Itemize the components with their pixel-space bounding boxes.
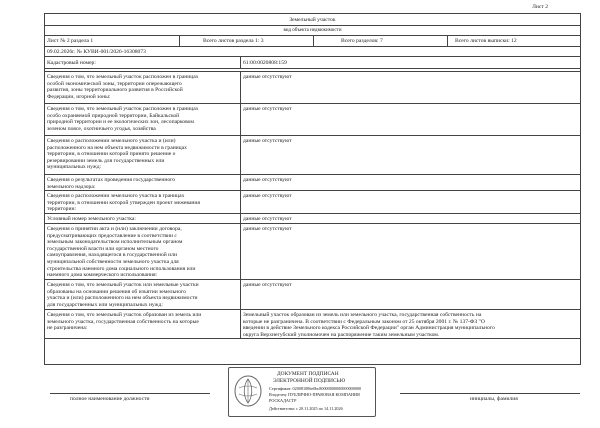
object-type-caption: вид объекта недвижимости xyxy=(283,28,342,33)
header-title-row xyxy=(45,14,580,26)
total-sheets-extract: Всего листов выписки: 12 xyxy=(455,38,517,44)
total-sheets-section: Всего листов раздела 1: 3 xyxy=(203,38,264,44)
row-value: Земельный участок образован из земель или земельного участка, государственная собственность на которые не разграничена. В соответствии с Федеральным законом от 25 октября 2001 г. № 137-ФЗ "О введении в действие Земельного кодекса Российской Федерации" орган Администрация муниципального округа Верхнегубский уполномочен на распоряжение таким земельным участком. xyxy=(243,312,495,338)
table-row xyxy=(45,136,580,175)
row-value: данные отсутствуют xyxy=(243,193,292,199)
row-value: данные отсутствуют xyxy=(243,74,292,80)
name-caption: инициалы, фамилия xyxy=(470,396,518,402)
row-label: Условный номер земельного участка: xyxy=(47,216,136,222)
table-row xyxy=(45,72,580,104)
table-row xyxy=(45,280,580,310)
total-sections: Всего разделов: 7 xyxy=(341,38,383,44)
position-caption: полное наименование должности xyxy=(70,396,150,402)
table-row xyxy=(45,214,580,224)
row-value: данные отсутствуют xyxy=(243,282,292,288)
stamp-owner-2: РОСКАДАСТР xyxy=(269,398,297,403)
table-row xyxy=(45,310,580,339)
sheet-number: Лист 2 xyxy=(532,4,548,10)
stamp-certificate: Сертификат: 020081006e0bc80000000000000000000 xyxy=(269,386,362,391)
row-label: Сведения о результатах проведения государственного земельного надзора: xyxy=(47,177,176,190)
row-label: Сведения о том, что земельный участок расположен в границах особо охраняемой природной территории, Байкальской природной территории и ее экологических зон, лесопарковом зеленом поясе, охотничьего угодья, хозяйства xyxy=(47,106,199,132)
cadastral-number-value: 61:00:0020808:159 xyxy=(243,60,287,66)
table-row xyxy=(45,175,580,191)
row-value: данные отсутствуют xyxy=(243,177,292,183)
document-number-row xyxy=(45,47,580,57)
header-subtitle-row xyxy=(45,26,580,36)
stamp-owner: Владелец: ПУБЛИЧНО-ПРАВОВАЯ КОМПАНИЯ xyxy=(269,392,360,397)
table-row xyxy=(45,104,580,136)
row-label: Сведения о расположении земельного участка в границах территории, в отношении которой утвержден проект межевания территории: xyxy=(47,193,200,213)
stamp-validity: Действителен: с 20.11.2025 по 14.11.2026 xyxy=(269,406,343,411)
row-value: данные отсутствуют xyxy=(243,106,292,112)
object-title: Земельный участок xyxy=(289,17,336,23)
emblem-icon xyxy=(233,374,263,408)
row-label: Сведения о том, что земельный участок или земельные участки образованы на основании решения об изъятии земельного участка и (или) расположенного на нем объекта недвижимости для государственных или муниципальных нужд: xyxy=(47,282,199,308)
stamp-line1: ДОКУМЕНТ ПОДПИСАН xyxy=(277,371,339,377)
table-row xyxy=(45,224,580,280)
row-value: данные отсутствуют xyxy=(243,216,292,222)
row-label: Сведения о принятии акта и (или) заключении договора, предусматривающих предоставление в соответствии с земельным законодательством исполнительным органом государственной власти или органом местного самоуправления, находящегося в государственной или муниципальной собственности земельного участка для строительства наемного дома социального использования или наемного дома коммерческого использования: xyxy=(47,226,196,279)
row-value: данные отсутствуют xyxy=(243,138,292,144)
name-line xyxy=(400,393,580,394)
row-label: Сведения о том, что земельный участок расположен в границах особой экономической зоны, территории опережающего развития, зоны территориального развития в Российской Федерации, игорной зоны: xyxy=(47,74,199,100)
document-number: 09.02.2026г. № КУВИ-001/2026-16308073 xyxy=(47,49,146,55)
row-label: Сведения о том, что земельный участок образован из земель или земельного участка, государственная собственность на которые не разграничена: xyxy=(47,312,202,332)
table-row xyxy=(45,191,580,214)
extract-table xyxy=(44,13,581,365)
cadastral-number-row xyxy=(45,57,580,69)
e-signature-stamp xyxy=(228,367,376,417)
cadastral-number-label: Кадастровый номер: xyxy=(47,60,96,66)
position-line xyxy=(50,393,210,394)
sheet-of-section: Лист № 2 раздела 1 xyxy=(47,38,94,44)
sheet-info-row xyxy=(45,36,580,47)
row-value: данные отсутствуют xyxy=(243,226,292,232)
stamp-line2: ЭЛЕКТРОННОЙ ПОДПИСЬЮ xyxy=(273,378,346,384)
row-label: Сведения о расположении земельного участка и (или) расположенного на нем объекта недвижимости в границах территории, в отношении которой принято решение о резервировании земель для государственных или муниципальных нужд: xyxy=(47,138,187,171)
